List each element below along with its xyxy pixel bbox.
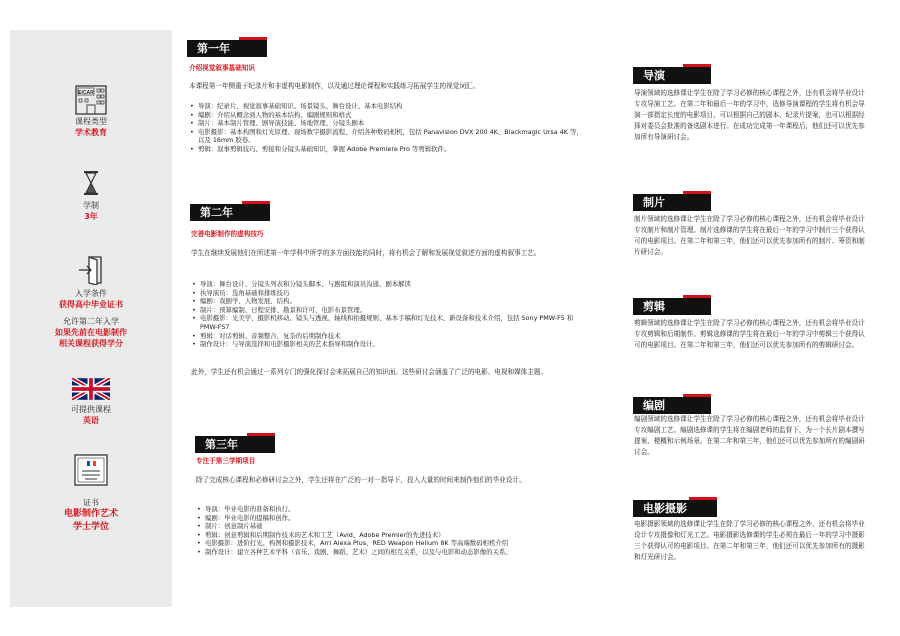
major-editing-text: 剪辑领域的选修课让学生在除了学习必修的核心课程之外，还有机会将毕业设计专攻剪辑和后期制作。剪辑选修课的学生将在最后一年的学习中剪辑三个获得认可的电影项目。在第二年和第三年，他们还可以优先参加所有的剪辑研讨会。 <box>634 319 865 349</box>
certificate-value-1: 电影制作艺术 <box>63 509 118 519</box>
list-item: • 电影摄影：进阶打光、构图和摄影技术，Arri Alexa Plus、RED Weapon Helium 8K 等高端数码相机介绍 <box>196 539 581 548</box>
list-item: • 电影摄影：基本构图和灯光原理、现场数字摄影流程、介绍各种数码相机，包括 Panavision DVX 200 4K、Blackmagic Ursa 4K 等，以及 16mm 胶卷。 <box>189 128 589 145</box>
heading-accent-bar <box>683 191 711 194</box>
heading-accent-bar <box>683 394 711 397</box>
admission-value: 获得高中毕业证书 <box>59 300 123 309</box>
major-directing-title: 导演 <box>643 69 665 82</box>
building-icon <box>73 80 109 116</box>
major-editing-heading <box>633 298 711 315</box>
year1-heading <box>187 40 267 57</box>
list-item: • 电影摄影：光美学、摄影机移动、镜头与透视、轴线和拍摄规则、基本手稿和灯光技术、新设备和技术介绍，包括 Sony PMW-F5 和 PMW-FS7 <box>191 314 576 331</box>
year2-topic-list <box>191 280 576 349</box>
list-item: • 编剧：戏剧学、人物发展、结构。 <box>191 297 576 306</box>
certificate-value-2: 学士学位 <box>72 522 109 532</box>
uk-flag-icon <box>72 378 110 400</box>
year1-intro: 本课程第一年侧重于纪录片和非虚构电影制作，以及通过理论课程和实践练习拓展学生的视觉词汇。 <box>189 82 480 90</box>
year2-title: 第二年 <box>200 206 233 219</box>
list-item: • 执导演员：选角基础和排练技巧 <box>191 289 576 298</box>
year2-intro: 学生在继续发展他们在所述第一年学科中所学的多方面技能的同时，将有机会了解和发展视觉叙述方面的虚构叙事工艺。 <box>191 249 541 257</box>
list-item: • 制作设计：与导演选择和电影摄影相关的艺术指导和制作设计。 <box>191 340 576 349</box>
list-item: • 剪辑：对话剪辑、音频整合、复杂的后期制作技术 <box>191 332 576 341</box>
heading-accent-bar <box>689 497 717 500</box>
major-directing-heading <box>633 67 711 84</box>
year3-heading <box>195 436 275 453</box>
course-type-label: 课程类型 <box>75 117 107 126</box>
year2-subtitle: 完善电影制作的虚构技巧 <box>191 230 264 238</box>
certificate-block <box>10 453 172 534</box>
eicar-logo-text: EICAR <box>78 90 94 96</box>
major-screenwriting-heading <box>633 397 711 414</box>
list-item: • 编剧：介绍从概念到人物的基本结构、编剧规则和格式 <box>189 111 589 120</box>
year1-title: 第一年 <box>197 42 230 55</box>
duration-block <box>10 170 172 222</box>
heading-accent-bar <box>239 37 267 40</box>
major-producing-text: 制片领域的选修课让学生在除了学习必修的核心课程之外，还有机会将毕业设计专攻制片和制片管理。制片选修课的学生将在最后一年的学习中制片三个获得认可的电影项目。在第二年和第三年，他们还可以优先参加所有的制片、筹资和制片研讨会。 <box>634 215 865 256</box>
list-item: • 剪辑：创意剪辑和后期制作技术的艺术和工艺（Avid、Adobe Premier的先进技术） <box>196 531 581 540</box>
list-item: • 制片：创意制片基础 <box>196 522 581 531</box>
major-directing-text: 导演领域的选修课让学生在除了学习必修的核心课程之外，还有机会将毕业设计专攻导演工艺。在第二年和最后一年的学习中，选修导演课程的学生将有机会导演一部指定长度的电影项目，可以根据自己的剧本、纪录片提案，也可以根据经择对委员会批准的备选剧本进行。在成功完成第一年课程后，他们还可以优先参加所有导演研讨会。 <box>634 89 865 141</box>
program-info-sidebar <box>10 30 172 607</box>
year3-title: 第三年 <box>205 438 238 451</box>
major-cinematography-title: 电影摄影 <box>643 502 687 515</box>
language-block <box>10 378 172 426</box>
certificate-label: 证书 <box>83 498 99 507</box>
list-item: • 剪辑：叙事剪辑技巧、剪接和分镜头基础知识，掌握 Adobe Premiere Pro 等剪辑软件。 <box>189 145 589 154</box>
heading-accent-bar <box>683 295 711 298</box>
year1-topic-list <box>189 102 589 154</box>
list-item: • 制片：预算编制、日程安排、勘景和许可、电影布景管理。 <box>191 306 576 315</box>
duration-value: 3年 <box>84 212 98 221</box>
list-item: • 导演：舞台设计、分镜头列表和分镜头脚本、与剧组和演员沟通、剧本解读 <box>191 280 576 289</box>
major-editing-title: 剪辑 <box>643 300 665 313</box>
language-label: 可提供课程 <box>71 405 111 414</box>
duration-label: 学制 <box>83 201 99 210</box>
list-item: • 导演：毕业电影的准备和执行。 <box>196 505 581 514</box>
major-screenwriting-title: 编剧 <box>643 399 665 412</box>
admission-label: 入学条件 <box>75 289 107 298</box>
year1-subtitle: 介绍视觉叙事基础知识 <box>189 64 255 72</box>
admission-block <box>10 255 172 349</box>
year2-heading <box>190 204 270 221</box>
second-year-admission-label: 允许第二年入学 <box>63 317 119 326</box>
major-producing-title: 制片 <box>643 196 665 209</box>
year2-outro: 此外，学生还有机会通过一系列专门的强化探讨会来拓展自己的知识面。这些研讨会涵盖了广泛的电影、电视和媒体主题。 <box>191 368 548 376</box>
heading-accent-bar <box>247 433 275 436</box>
list-item: • 制片：基本制片管理、剧导演技能、场地管理、分镜头剧本 <box>189 119 589 128</box>
major-producing-heading <box>633 194 711 211</box>
list-item: • 导演：纪录片、视觉叙事基础知识、场景镜头、舞台设计、基本电影结构 <box>189 102 589 111</box>
list-item: • 编剧：毕业电影的提稿和创作。 <box>196 514 581 523</box>
second-year-admission-value-2: 相关课程获得学分 <box>59 339 123 348</box>
heading-accent-bar <box>683 64 711 67</box>
major-cinematography-text: 电影摄影领域的选修课让学生在除了学习必修的核心课程之外，还有机会将毕业设计专攻摄像和灯光工艺。电影摄影选修课的学生必须在最后一年的学习中摄影三个获得认可的电影项目。在第二年和第三年，他们还可以优先参加所有的摄影和灯光研讨会。 <box>634 520 865 561</box>
hourglass-icon <box>81 170 101 196</box>
year3-topic-list <box>196 505 581 557</box>
certificate-icon <box>73 453 109 487</box>
year3-subtitle: 专注于第三学期项目 <box>196 457 256 465</box>
heading-accent-bar <box>242 201 270 204</box>
major-cinematography-heading <box>633 500 717 517</box>
year3-intro: 除了完成核心课程和必修研讨会之外，学生还将在广泛的一对一指导下，投入大量的时间来制作他们的毕业设计。 <box>196 476 526 484</box>
major-screenwriting-text: 编剧领域的选修课让学生在除了学习必修的核心课程之外，还有机会将毕业设计专攻编剧工艺。编剧选修课的学生将在编剧老师的监督下，为一个长片剧本撰写提案、梗概和示例场景。在第二年和第三年，他们还可以优先参加所有的编剧研讨会。 <box>634 415 865 456</box>
course-type-block <box>10 80 172 138</box>
list-item: • 制作设计：建立各种艺术学科（音乐、戏剧、舞蹈、艺术）之间的相互关系，以及与电影和动态影像的关系。 <box>196 548 581 557</box>
course-type-value: 学术教育 <box>75 128 107 137</box>
second-year-admission-value-1: 如果先前在电影制作 <box>55 328 127 337</box>
language-value: 英语 <box>83 416 99 425</box>
door-enter-icon <box>77 255 105 285</box>
